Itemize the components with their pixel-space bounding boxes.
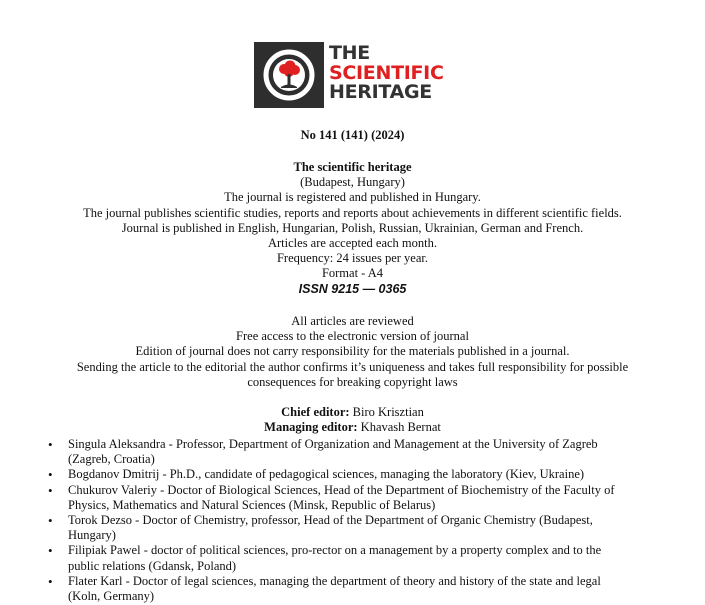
board-member-line: (Zagreb, Croatia) <box>68 452 155 467</box>
logo-emblem <box>254 42 324 108</box>
info-line: Articles are accepted each month. <box>267 236 437 251</box>
board-member-line: • Torok Dezso - Doctor of Chemistry, professor, Head of the Department of Organic Chemistry (Budapest, <box>68 513 593 528</box>
board-member-line: • Filipiak Pawel - doctor of political sciences, pro-rector on a management by a property complex and to the <box>68 543 602 558</box>
info-line: Journal is published in English, Hungarian, Polish, Russian, Ukrainian, German and French. <box>121 220 584 235</box>
journal-info <box>0 160 705 297</box>
board-member-line: Physics, Mathematics and Natural Sciences (Minsk, Republic of Belarus) <box>68 497 436 512</box>
note-line: Sending the article to the editorial the author confirms it’s uniqueness and takes full responsibility for possible <box>76 359 629 374</box>
issn: ISSN 9215 — 0365 <box>298 281 407 296</box>
note-line: All articles are reviewed <box>291 314 414 328</box>
board-member-line: Hungary) <box>68 528 116 543</box>
logo-line-the: THE <box>329 42 370 64</box>
note-line: Free access to the electronic version of journal <box>236 329 469 344</box>
logo-wordmark <box>329 44 444 103</box>
issue-number: No 141 (141) (2024) <box>300 128 405 142</box>
chief-editor-label: Chief editor: <box>281 405 350 419</box>
board-member-line: • Chukurov Valeriy - Doctor of Biological Sciences, Head of the Department of Biochemistry of the Faculty of <box>68 482 615 497</box>
board-member-line: public relations (Gdansk, Poland) <box>68 558 237 573</box>
chief-editor-name: Biro Krisztian <box>349 405 424 419</box>
tree-in-circle-icon <box>254 42 324 108</box>
note-line: consequences for breaking copyright laws <box>247 374 458 389</box>
board-member <box>48 467 668 482</box>
editorial-board-list <box>48 437 668 604</box>
logo-line-heritage: HERITAGE <box>329 81 432 103</box>
board-member-line: (Koln, Germany) <box>68 589 155 604</box>
journal-title: The scientific heritage <box>293 160 412 174</box>
board-member <box>48 437 668 467</box>
info-line: The journal publishes scientific studies, reports and reports about achievements in different scientific fields. <box>83 205 622 220</box>
board-member <box>48 543 668 573</box>
info-line: Format - A4 <box>321 266 384 281</box>
chief-editor <box>0 405 705 420</box>
note-line: Edition of journal does not carry responsibility for the materials published in a journal. <box>135 344 570 359</box>
board-member <box>48 574 668 604</box>
logo-line-scientific: SCIENTIFIC <box>329 61 444 84</box>
board-member <box>48 483 668 513</box>
managing-editor-label: Managing editor: <box>264 420 358 435</box>
board-member-line: • Singula Aleksandra - Professor, Department of Organization and Management at the University of Zagreb <box>68 437 598 451</box>
journal-notes <box>0 314 705 390</box>
board-member <box>48 513 668 543</box>
managing-editor <box>0 420 705 435</box>
managing-editor-name: Khavash Bernat <box>357 420 441 435</box>
board-member-line: • Bogdanov Dmitrij - Ph.D., candidate of pedagogical sciences, managing the laboratory (Kiev, Ukraine) <box>68 467 585 482</box>
info-line: Frequency: 24 issues per year. <box>276 251 428 266</box>
editors <box>0 405 705 435</box>
journal-location: (Budapest, Hungary) <box>300 175 405 190</box>
board-member-line: • Flater Karl - Doctor of legal sciences, managing the department of theory and history of the state and legal <box>68 573 601 588</box>
journal-logo <box>254 42 450 108</box>
info-line: The journal is registered and published in Hungary. <box>224 190 481 205</box>
